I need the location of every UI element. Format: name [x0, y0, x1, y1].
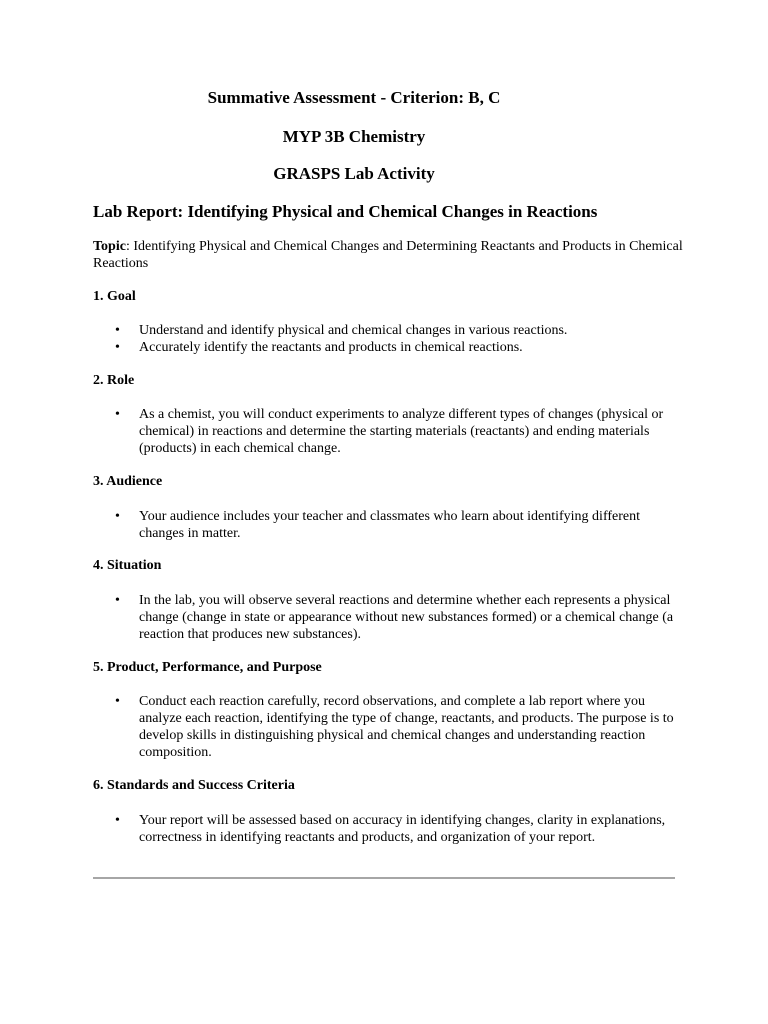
list-item: • Your audience includes your teacher and classmates who learn about identifying different changes in matter. [93, 508, 683, 542]
list-item: • Conduct each reaction carefully, record observations, and complete a lab report where you analyze each reaction, identifying the type of change, reactants, and products. The purpose is to develop skills in distinguishing physical and chemical changes and understanding reaction composition. [93, 693, 683, 761]
section-heading-role: 2. Role [93, 373, 135, 388]
course-title: MYP 3B Chemistry [282, 127, 426, 146]
list-item: • Your report will be assessed based on accuracy in identifying changes, clarity in explanations, correctness in identifying reactants and products, and organization of your report. [93, 812, 683, 846]
report-title: Lab Report: Identifying Physical and Chemical Changes in Reactions [93, 202, 598, 221]
standards-list [93, 812, 683, 846]
topic-text: : Identifying Physical and Chemical Changes and Determining Reactants and Products in Chemical Reactions [93, 239, 683, 271]
activity-title: GRASPS Lab Activity [273, 164, 435, 183]
assessment-title: Summative Assessment - Criterion: B, C [207, 88, 501, 107]
section-heading-product: 5. Product, Performance, and Purpose [93, 660, 322, 675]
product-list [93, 693, 683, 761]
section-heading-situation: 4. Situation [93, 558, 162, 573]
list-item: • Understand and identify physical and chemical changes in various reactions. [93, 322, 683, 339]
topic-paragraph [93, 238, 683, 272]
situation-list [93, 592, 683, 643]
audience-list [93, 508, 683, 542]
section-heading-audience: 3. Audience [93, 474, 163, 489]
list-item: • Accurately identify the reactants and products in chemical reactions. [93, 339, 683, 356]
role-list [93, 406, 683, 457]
topic-label: Topic [93, 239, 126, 254]
horizontal-divider [93, 877, 675, 879]
section-heading-goal: 1. Goal [93, 289, 136, 304]
section-heading-standards: 6. Standards and Success Criteria [93, 778, 295, 793]
list-item: • As a chemist, you will conduct experiments to analyze different types of changes (physical or chemical) in reactions and determine the starting materials (reactants) and ending materials (products) in each chemical change. [93, 406, 683, 457]
list-item: • In the lab, you will observe several reactions and determine whether each represents a physical change (change in state or appearance without new substances formed) or a chemical change (a reaction that produces new substances). [93, 592, 683, 643]
goal-list [93, 322, 683, 356]
